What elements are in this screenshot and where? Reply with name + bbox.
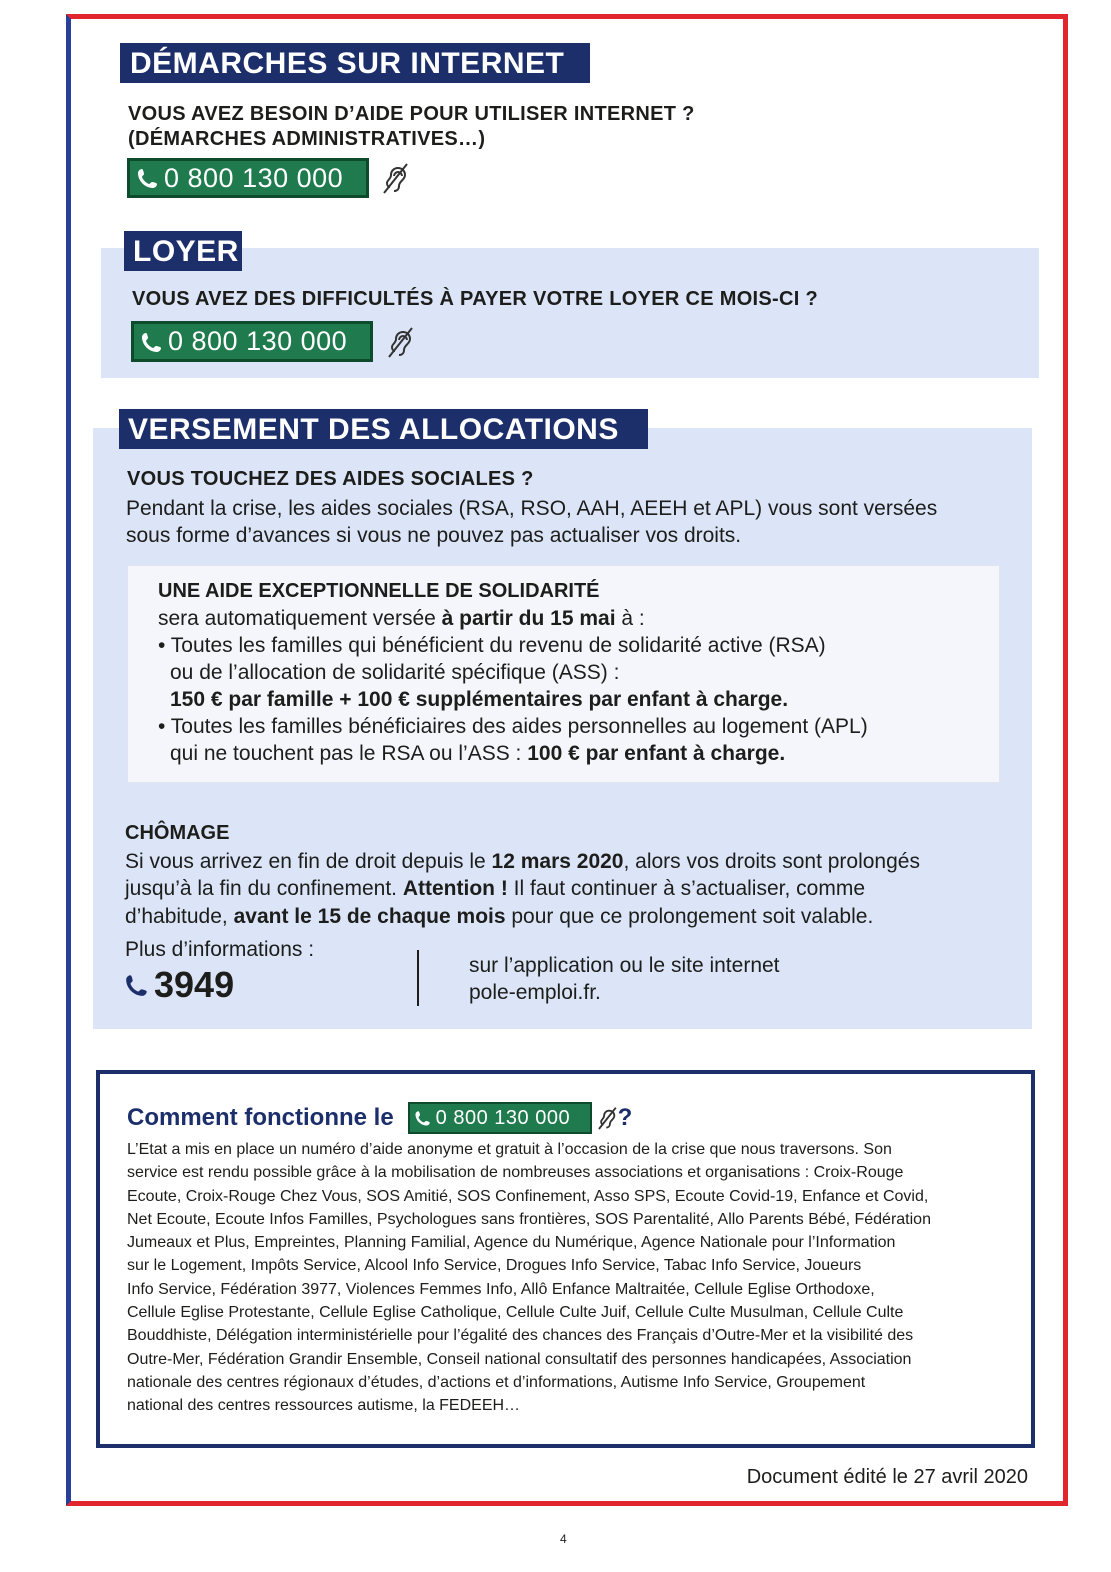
aide-line1: sera automatiquement versée à partir du 15 mai à : — [158, 607, 645, 630]
aide-title: UNE AIDE EXCEPTIONNELLE DE SOLIDARITÉ — [158, 580, 600, 602]
more-info-label: Plus d’informations : — [125, 938, 315, 961]
phone-icon — [140, 330, 164, 354]
section-heading-internet-text: DÉMARCHES SUR INTERNET — [130, 47, 565, 80]
chomage-line2: jusqu’à la fin du confinement. Attention ! Il faut continuer à s’actualiser, comme — [125, 877, 865, 900]
section-heading-internet — [120, 43, 590, 83]
how-it-works-body: L’Etat a mis en place un numéro d’aide anonyme et gratuit à l’occasion de la crise que nous traversons. Son service est rendu possible grâce à la mobilisation de nombreuses associations et organisations : Croix-Rouge Ecoute, Croix-Rouge Chez Vous, SOS Amitié, SOS Confinement, Asso SPS, Ecoute Covid-19, Enfance et Covid, Net Ecoute, Ecoute Infos Familles, Psychologues sans frontières, SOS Parentalité, Allo Parents Bébé, Fédération Jumeaux et Plus, Empreintes, Planning Familial, Agence du Numérique, Agence Nationale pour l’Information sur le Logement, Impôts Service, Alcool Info Service, Drogues Info Service, Tabac Info Service, Joueurs Info Service, Fédération 3977, Violences Femmes Info, Allô Enfance Maltraitée, Cellule Eglise Orthodoxe, Cellule Eglise Protestante, Cellule Eglise Catholique, Cellule Culte Juif, Cellule Culte Musulman, Cellule Culte Bouddhiste, Délégation interministérielle pour l’égalité des chances des Français d’Outre-Mer et la visibilité des Outre-Mer, Fédération Grandir Ensemble, Conseil national consultatif des personnes handicapées, Association nationale des centres régionaux d’études, d’actions et d’informations, Autisme Info Service, Groupement national des centres ressources autisme, la FEDEEH… — [127, 1141, 931, 1415]
page-number: 4 — [560, 1532, 567, 1546]
phone-badge-internet[interactable] — [127, 158, 369, 198]
aide-bullet1-line2: ou de l’allocation de solidarité spécifique (ASS) : — [170, 661, 620, 684]
deaf-ear-icon — [596, 1105, 618, 1131]
section-heading-allocations-text: VERSEMENT DES ALLOCATIONS — [128, 413, 619, 446]
chomage-content — [125, 820, 920, 930]
aide-bullet1-line1: • Toutes les familles qui bénéficient du revenu de solidarité active (RSA) — [158, 634, 826, 657]
phone-3949[interactable] — [124, 964, 234, 1006]
chomage-line3: d’habitude, avant le 15 de chaque mois pour que ce prolongement soit valable. — [125, 904, 874, 928]
aide-exceptionnelle-content — [158, 578, 868, 767]
phone-icon — [414, 1109, 432, 1127]
info-divider — [417, 950, 419, 1006]
phone-number: 0 800 130 000 — [168, 326, 348, 356]
allocations-intro: Pendant la crise, les aides sociales (RSA, RSO, AAH, AEEH et APL) vous sont versées sous forme d’avances si vous ne pouvez pas actualiser vos droits. — [126, 497, 938, 547]
phone-3949-number: 3949 — [154, 964, 235, 1005]
aide-bullet1-line3: 150 € par famille + 100 € supplémentaires par enfant à charge. — [170, 688, 789, 711]
pole-emploi-link[interactable]: pole-emploi.fr. — [469, 981, 601, 1004]
loyer-question: VOUS AVEZ DES DIFFICULTÉS À PAYER VOTRE LOYER CE MOIS-CI ? — [132, 288, 818, 310]
aide-bullet2-line2: qui ne touchent pas le RSA ou l’ASS : 100 € par enfant à charge. — [170, 742, 786, 765]
phone-badge-loyer[interactable] — [131, 321, 373, 362]
allocations-question: VOUS TOUCHEZ DES AIDES SOCIALES ? — [127, 468, 534, 490]
how-it-works-box — [96, 1070, 1035, 1448]
internet-question: VOUS AVEZ BESOIN D’AIDE POUR UTILISER INTERNET ? (DÉMARCHES ADMINISTRATIVES…) — [128, 103, 695, 150]
phone-badge-footer[interactable]: 0 800 130 000 — [408, 1102, 592, 1134]
how-it-works-title: Comment fonctionne le 0 800 130 000 ? — [127, 1102, 632, 1134]
section-heading-allocations — [119, 409, 648, 449]
pole-emploi-info: sur l’application ou le site internet pole-emploi.fr. — [469, 954, 780, 1004]
section-heading-loyer-text: LOYER — [133, 235, 239, 268]
phone-icon — [136, 166, 160, 190]
deaf-ear-icon — [385, 325, 415, 364]
aide-bullet2-line1: • Toutes les familles bénéficiaires des aides personnelles au logement (APL) — [158, 715, 868, 738]
section-heading-loyer — [124, 231, 242, 271]
deaf-ear-icon — [380, 161, 410, 200]
phone-number: 0 800 130 000 — [164, 162, 344, 193]
chomage-line1: Si vous arrivez en fin de droit depuis le 12 mars 2020, alors vos droits sont prolongés — [125, 849, 920, 873]
chomage-title: CHÔMAGE — [125, 822, 230, 844]
document-date: Document édité le 27 avril 2020 — [746, 1466, 1028, 1488]
phone-icon — [124, 972, 150, 998]
